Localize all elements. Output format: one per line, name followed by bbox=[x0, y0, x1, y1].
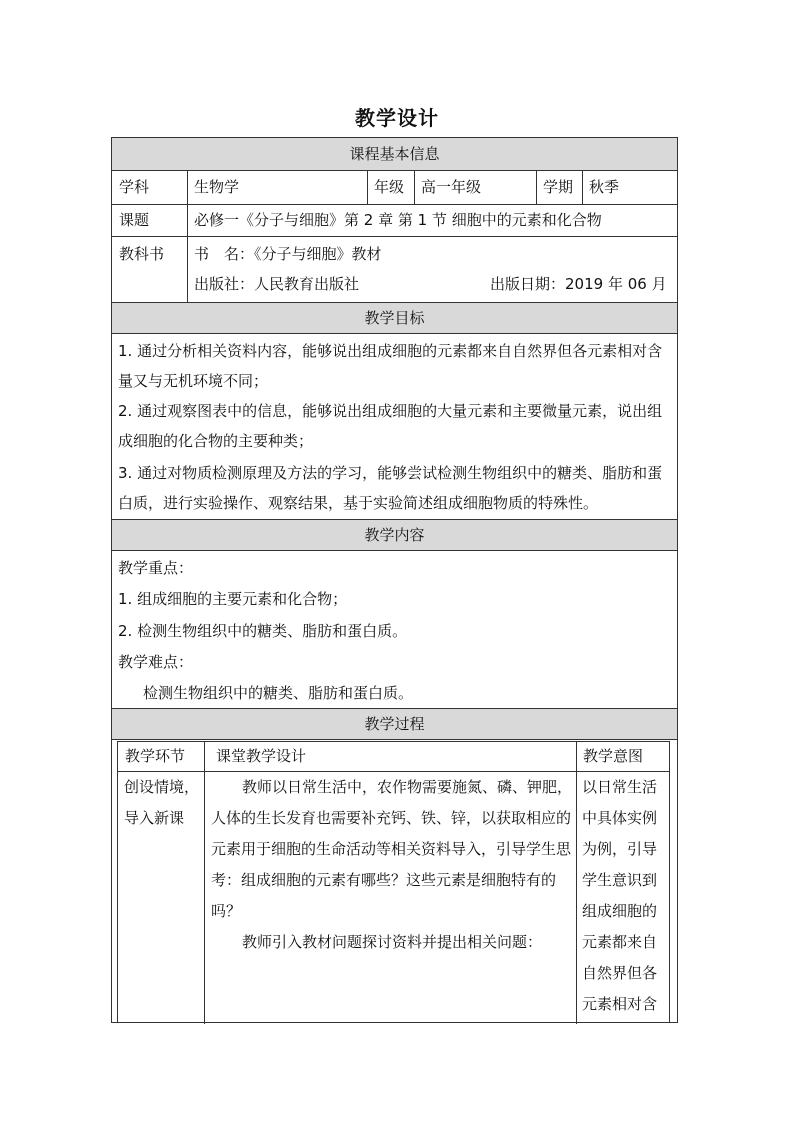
process-stage: 创设情境，导入新课 bbox=[124, 778, 200, 827]
document-title: 教学设计 bbox=[355, 106, 439, 130]
divider bbox=[112, 333, 677, 334]
term-label: 学期 bbox=[543, 178, 574, 196]
process-design-paragraph-2: 教师引入教材问题探讨资料并提出相关问题： bbox=[242, 933, 543, 951]
process-col-design: 课堂教学设计 bbox=[216, 747, 307, 765]
grade-label: 年级 bbox=[374, 178, 405, 196]
term-value: 秋季 bbox=[589, 178, 620, 196]
process-design-paragraph-1: 教师以日常生活中，农作物需要施氮、磷、钾肥，人体的生长发育也需要补充钙、铁、锌，以获取相应的元素用于细胞的生命活动等相关资料导入，引导学生思考：组成细胞的元素有哪些？这些元素是细胞特有的吗？ bbox=[211, 778, 573, 920]
process-intent: 以日常生活中具体实例为例，引导学生意识到组成细胞的元素都来自自然界但各元素相对含 bbox=[582, 778, 658, 1013]
goal-1: 1. 通过分析相关资料内容，能够说出组成细胞的元素都来自自然界但各元素相对含量又与无机环境不同； bbox=[118, 342, 663, 390]
divider bbox=[576, 742, 577, 1024]
publisher-line: 出版社：人民教育出版社 bbox=[194, 275, 360, 293]
lesson-plan-table bbox=[111, 137, 678, 1023]
section-goals-header: 教学目标 bbox=[112, 303, 677, 333]
subject-label: 学科 bbox=[119, 178, 150, 196]
divider bbox=[112, 236, 677, 237]
textbook-label: 教科书 bbox=[119, 245, 165, 263]
divider bbox=[367, 170, 368, 204]
section-basic-info-header: 课程基本信息 bbox=[112, 138, 677, 170]
divider bbox=[536, 170, 537, 204]
difficulty-label: 教学难点： bbox=[118, 653, 194, 671]
section-content-header: 教学内容 bbox=[112, 520, 677, 550]
section-process-header: 教学过程 bbox=[112, 709, 677, 739]
difficulty-item: 检测生物组织中的糖类、脂肪和蛋白质。 bbox=[143, 684, 414, 702]
key-point-2: 2. 检测生物组织中的糖类、脂肪和蛋白质。 bbox=[118, 622, 408, 640]
key-point-1: 1. 组成细胞的主要元素和化合物； bbox=[118, 590, 348, 608]
goal-3: 3. 通过对物质检测原理及方法的学习，能够尝试检测生物组织中的糖类、脂肪和蛋白质，进行实验操作、观察结果，基于实验简述组成细胞物质的特殊性。 bbox=[118, 464, 663, 512]
goal-2: 2. 通过观察图表中的信息，能够说出组成细胞的大量元素和主要微量元素，说出组成细胞的化合物的主要种类； bbox=[118, 402, 663, 450]
topic-value: 必修一《分子与细胞》第 2 章 第 1 节 细胞中的元素和化合物 bbox=[194, 211, 602, 229]
process-table bbox=[117, 741, 670, 1023]
key-points-label: 教学重点： bbox=[118, 559, 194, 577]
process-col-intent: 教学意图 bbox=[583, 747, 644, 765]
divider bbox=[204, 742, 205, 1024]
publication-date-line: 出版日期：2019 年 06 月 bbox=[490, 275, 667, 293]
divider bbox=[112, 739, 677, 740]
divider bbox=[112, 550, 677, 551]
process-col-stage: 教学环节 bbox=[125, 747, 186, 765]
topic-label: 课题 bbox=[119, 211, 150, 229]
book-name-line: 书 名：《分子与细胞》教材 bbox=[194, 245, 382, 263]
subject-value: 生物学 bbox=[194, 178, 240, 196]
divider bbox=[582, 170, 583, 204]
divider bbox=[414, 170, 415, 204]
grade-value: 高一年级 bbox=[421, 178, 482, 196]
